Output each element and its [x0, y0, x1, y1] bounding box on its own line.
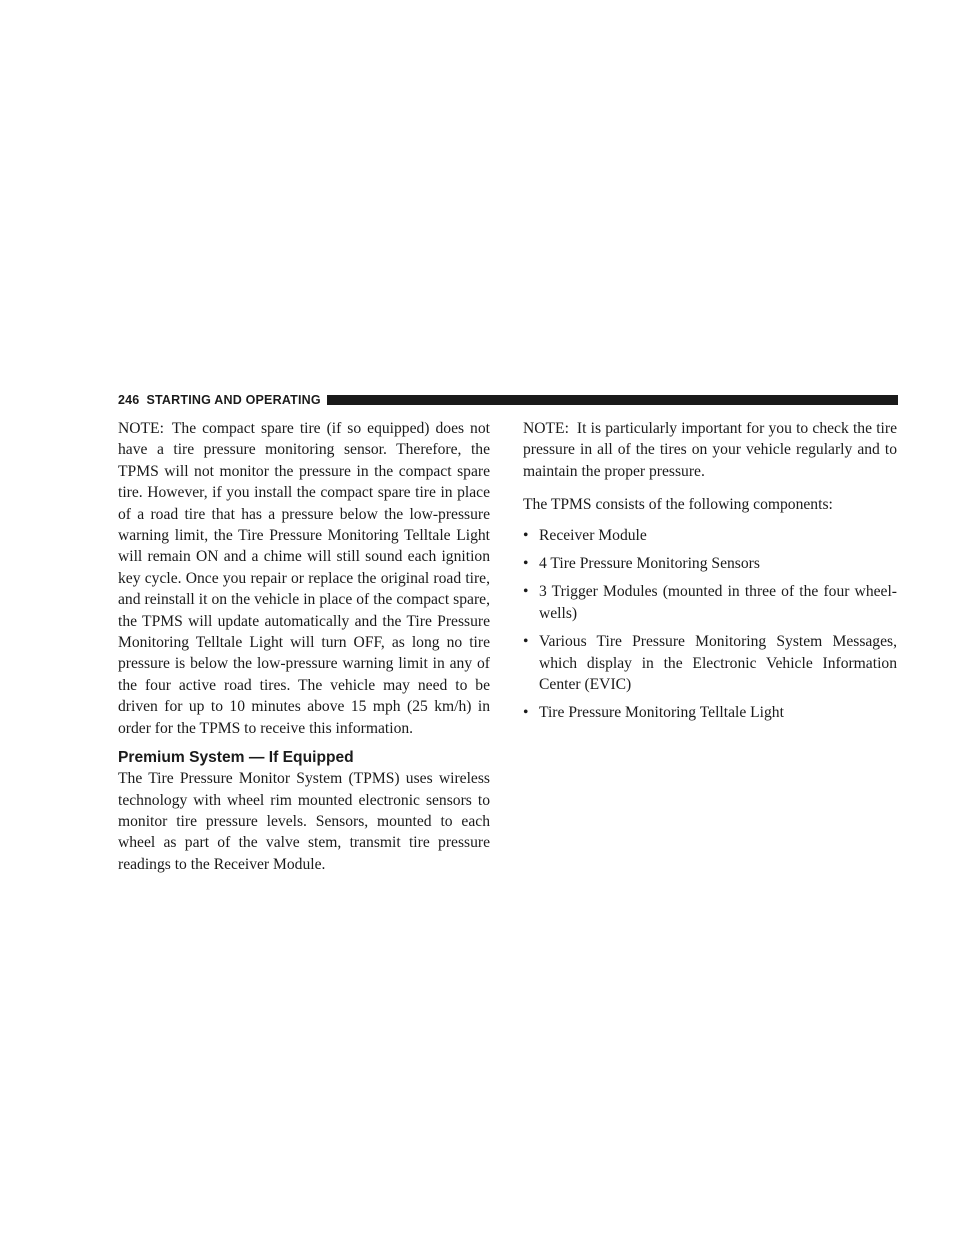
components-list [523, 525, 897, 724]
page-header [118, 392, 898, 408]
list-item: • 4 Tire Pressure Monitoring Sensors [523, 553, 897, 574]
note-label: NOTE: [118, 420, 164, 437]
left-column [118, 418, 490, 875]
bullet-icon: • [523, 555, 529, 573]
pressure-check-note [523, 418, 897, 482]
note-text: The compact spare tire (if so equipped) does not have a tire pressure monitoring sensor. Therefore, the TPMS will not monitor the pressure in the compact spare tire. However, if you install the compact spare tire in place of a road tire that has a pressure below the low-pressure warning limit, the Tire Pressure Monitoring Telltale Light will remain ON and a chime will still sound each ignition key cycle. Once you repair or replace the original road tire, and reinstall it on the vehicle in place of the compact spare, the TPMS will update automatically and the Tire Pressure Monitoring Telltale Light will turn OFF, as long no tire pressure is below the low-pressure warning limit in any of the four active road tires. The vehicle may need to be driven for up to 10 minutes above 15 mph (25 km/h) in order for the TPMS to receive this information. [118, 420, 490, 737]
list-item: • Various Tire Pressure Monitoring System Messages, which display in the Electronic Vehicle Information Center (EVIC) [523, 633, 897, 694]
bullet-icon: • [523, 704, 529, 722]
header-rule [327, 395, 898, 405]
spare-tire-note [118, 418, 490, 739]
list-item: • Receiver Module [523, 525, 897, 546]
premium-system-paragraph: The Tire Pressure Monitor System (TPMS) uses wireless technology with wheel rim mounted electronic sensors to monitor tire pressure levels. Sensors, mounted to each wheel as part of the valve stem, transmit tire pressure readings to the Receiver Module. [118, 770, 490, 873]
section-title: STARTING AND OPERATING [146, 393, 321, 407]
page-number: 246 [118, 393, 140, 407]
bullet-icon: • [523, 583, 529, 601]
section-heading: Premium System — If Equipped [118, 749, 354, 767]
bullet-icon: • [523, 526, 529, 544]
bullet-icon: • [523, 633, 529, 651]
right-column [523, 418, 897, 724]
list-item: • Tire Pressure Monitoring Telltale Light [523, 702, 897, 723]
components-intro: The TPMS consists of the following components: [523, 496, 833, 514]
list-item: • 3 Trigger Modules (mounted in three of the four wheel-wells) [523, 583, 897, 622]
note-text: It is particularly important for you to check the tire pressure in all of the tires on your vehicle regularly and to maintain the proper pressure. [523, 420, 897, 480]
note-label: NOTE: [523, 420, 569, 437]
